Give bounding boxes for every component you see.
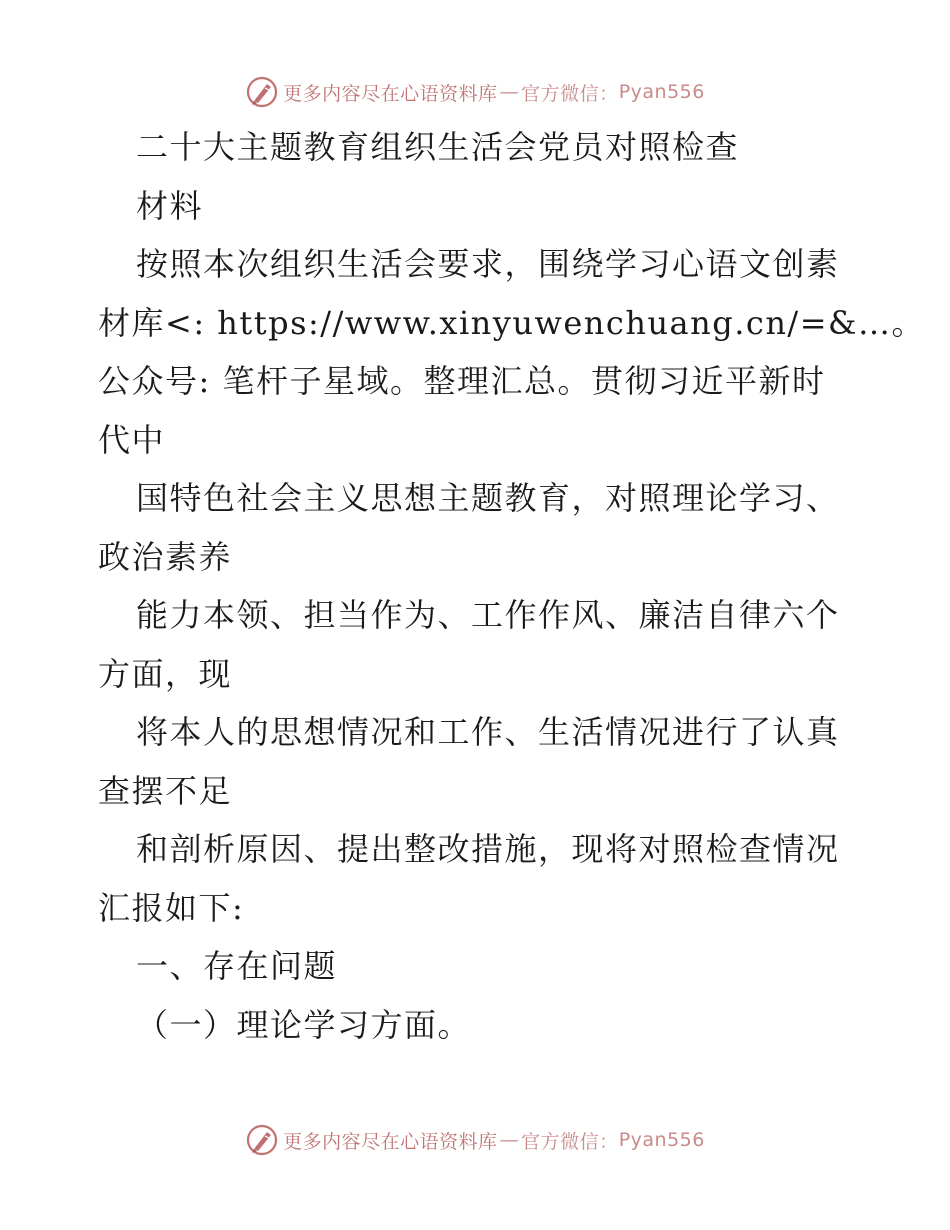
section-heading: 一、存在问题 xyxy=(136,947,338,985)
document-body xyxy=(98,118,926,1054)
watermark-wechat-id: Pyan556 xyxy=(618,81,705,103)
subsection-heading: （一）理论学习方面。 xyxy=(136,1005,472,1044)
watermark-separator: — xyxy=(499,81,520,103)
quill-pen-logo-icon xyxy=(245,1123,279,1157)
paragraph-line: 公众号: 笔杆子星域。整理汇总。贯彻习近平新时 xyxy=(98,362,826,400)
footer-watermark xyxy=(0,1120,950,1160)
paragraph-line: 能力本领、担当作为、工作作风、廉洁自律六个 xyxy=(136,596,840,634)
watermark-brand: 更多内容尽在心语资料库 xyxy=(283,1130,498,1153)
quill-pen-logo-icon xyxy=(245,75,279,109)
paragraph-line: 查摆不足 xyxy=(98,771,233,810)
paragraph-line: 方面，现 xyxy=(98,654,233,693)
title-line-1: 二十大主题教育组织生活会党员对照检查 xyxy=(136,128,740,166)
watermark-wechat-id: Pyan556 xyxy=(618,1129,705,1151)
paragraph-line: 汇报如下: xyxy=(98,888,245,927)
watermark-separator: — xyxy=(499,1129,520,1151)
watermark-label: 官方微信： xyxy=(521,1130,619,1153)
paragraph-line: 材库<: https://www.xinyuwenchuang.cn/=&…。 xyxy=(98,303,926,342)
header-watermark xyxy=(0,72,950,112)
paragraph-line: 和剖析原因、提出整改措施，现将对照检查情况 xyxy=(136,830,840,868)
paragraph-line: 按照本次组织生活会要求，围绕学习心语文创素 xyxy=(136,245,840,283)
paragraph-line: 政治素养 xyxy=(98,537,233,576)
title-line-2: 材料 xyxy=(136,186,204,225)
paragraph-line: 国特色社会主义思想主题教育，对照理论学习、 xyxy=(136,479,840,517)
paragraph-line: 代中 xyxy=(98,420,166,459)
paragraph-line: 将本人的思想情况和工作、生活情况进行了认真 xyxy=(136,713,840,751)
watermark-label: 官方微信： xyxy=(521,82,619,105)
watermark-brand: 更多内容尽在心语资料库 xyxy=(283,82,498,105)
